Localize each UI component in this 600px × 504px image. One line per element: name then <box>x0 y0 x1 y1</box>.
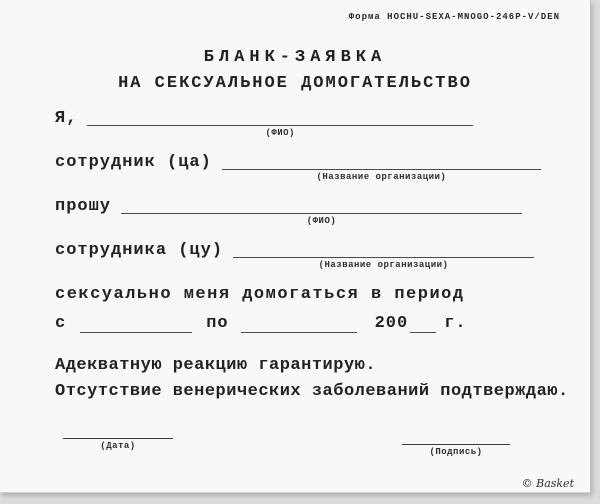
period-to-label: по <box>206 314 229 333</box>
requested-person-name-input-line[interactable] <box>121 197 522 214</box>
health-statement: Отсутствие венерических заболеваний подтверждаю. <box>55 382 569 401</box>
author-credit: © Basket <box>521 477 574 490</box>
field-caption: (Название организации) <box>318 260 449 270</box>
signature-block <box>402 439 510 457</box>
signature-input-line[interactable] <box>402 439 510 445</box>
field-label: сотрудник (ца) <box>55 153 212 172</box>
form-fields <box>55 109 590 270</box>
field-area <box>121 197 522 226</box>
signature-caption: (Подпись) <box>429 447 483 457</box>
field-area <box>233 241 534 270</box>
applicant-organization-input-line[interactable] <box>222 153 541 170</box>
field-label: Я, <box>55 109 78 128</box>
field-row-requested-person-organization <box>55 241 590 270</box>
period-from-input-line[interactable] <box>80 316 192 333</box>
form-title-line2: НА СЕКСУАЛЬНОЕ ДОМОГАТЕЛЬСТВО <box>118 74 472 93</box>
signature-row <box>55 433 590 457</box>
field-label: прошу <box>55 197 112 216</box>
applicant-name-input-line[interactable] <box>87 109 473 126</box>
form-title-line1: БЛАНК-ЗАЯВКА <box>203 48 387 67</box>
period-row <box>55 314 590 333</box>
form-title <box>55 48 535 93</box>
request-statement: сексуально меня домогаться в период <box>55 285 465 304</box>
guarantee-statement: Адекватную реакцию гарантирую. <box>55 356 377 375</box>
field-row-applicant-name <box>55 109 590 138</box>
field-caption: (Название организации) <box>316 172 447 182</box>
date-block <box>63 433 173 457</box>
field-row-applicant-organization <box>55 153 590 182</box>
year-input-line[interactable] <box>410 316 436 333</box>
field-row-requested-person-name <box>55 197 590 226</box>
field-caption: (ФИО) <box>306 216 337 226</box>
field-area <box>222 153 541 182</box>
date-caption: (Дата) <box>100 441 136 451</box>
field-label: сотрудника (цу) <box>55 241 224 260</box>
requested-person-organization-input-line[interactable] <box>233 241 534 258</box>
field-area <box>87 109 473 138</box>
declaration-statements <box>55 353 590 405</box>
period-from-label: с <box>55 314 67 333</box>
year-suffix: г. <box>444 314 467 333</box>
form-code: Форма HOCHU-SEXA-MNOGO-246P-V/DEN <box>348 12 560 22</box>
period-to-input-line[interactable] <box>241 316 357 333</box>
year-prefix: 200 <box>374 314 409 333</box>
field-caption: (ФИО) <box>265 128 295 138</box>
date-input-line[interactable] <box>63 433 173 439</box>
